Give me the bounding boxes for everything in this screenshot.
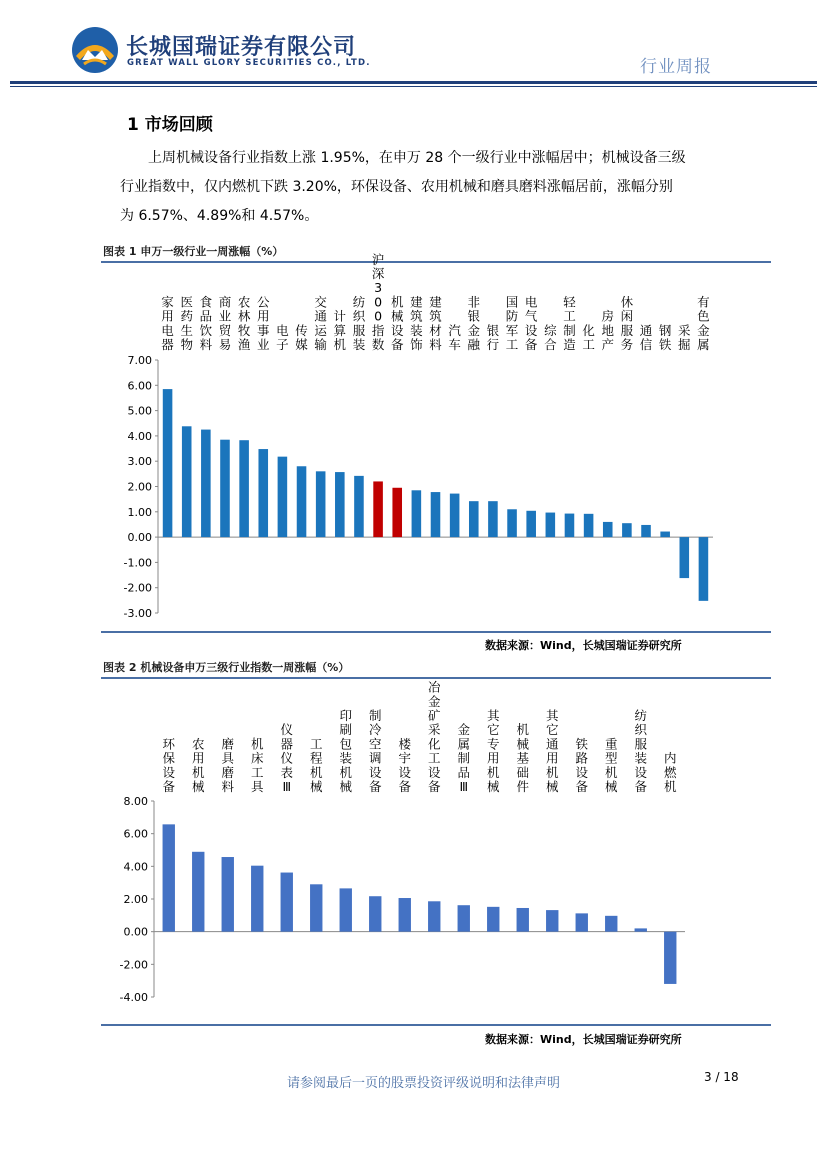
category-label: 冶金矿采化工设备 <box>427 679 441 794</box>
category-label: 电气设备 <box>524 294 538 352</box>
bar <box>258 449 268 537</box>
bar <box>222 857 234 932</box>
chart2-caption: 图表 2 机械设备申万三级行业指数一周涨幅（%） <box>103 661 350 674</box>
header-rule <box>10 81 817 84</box>
category-label: 汽车 <box>448 322 461 352</box>
y-tick-label: 4.00 <box>123 860 148 874</box>
page-number: 3 / 18 <box>704 1070 739 1084</box>
category-label: 磨具磨料 <box>221 736 235 794</box>
y-tick-label: 8.00 <box>123 795 148 808</box>
footer-disclaimer: 请参阅最后一页的股票投资评级说明和法律声明 <box>287 1076 561 1091</box>
bar <box>664 932 676 984</box>
y-tick-label: 3.00 <box>127 455 152 469</box>
category-label: 纺织服装设备 <box>634 708 648 794</box>
paragraph-line: 上周机械设备行业指数上涨 1.95%，在申万 28 个一级行业中涨幅居中；机械设备三级 <box>120 150 686 166</box>
y-tick-label: -2.00 <box>123 581 152 595</box>
category-label: 公用事业 <box>257 294 270 352</box>
y-tick-label: 4.00 <box>127 429 152 443</box>
y-tick-label: 6.00 <box>123 827 148 841</box>
bar <box>469 501 479 537</box>
y-tick-label: 1.00 <box>127 505 152 519</box>
bar <box>373 481 383 537</box>
bar <box>699 537 709 601</box>
category-label: 内燃机 <box>663 750 677 794</box>
y-tick-label: 2.00 <box>127 480 152 494</box>
bar <box>635 928 647 931</box>
bar <box>163 389 173 537</box>
bar <box>369 896 381 931</box>
category-label: 工程机械 <box>309 736 323 794</box>
bar <box>660 532 670 538</box>
category-label: 沪深 3 0 0 指数 <box>371 251 385 352</box>
chart2-bar-chart <box>101 681 771 1021</box>
category-label: 楼宇设备 <box>398 736 412 794</box>
y-tick-label: 7.00 <box>127 354 152 367</box>
bar <box>297 466 307 537</box>
bar <box>517 908 529 932</box>
bar <box>251 866 263 932</box>
y-tick-label: -4.00 <box>119 991 148 1004</box>
category-label: 仪器仪表 Ⅲ <box>280 722 294 794</box>
bar <box>622 523 632 537</box>
bar <box>163 824 175 931</box>
bar <box>576 913 588 931</box>
category-label: 银行 <box>486 322 500 352</box>
y-tick-label: -1.00 <box>123 556 152 570</box>
category-label: 国防军工 <box>505 294 519 352</box>
category-label: 商业贸易 <box>218 294 232 352</box>
category-label: 房地产 <box>601 308 614 352</box>
category-label: 家用电器 <box>161 294 174 352</box>
company-logo-icon <box>70 26 120 74</box>
category-label: 轻工制造 <box>563 294 576 352</box>
bar <box>335 472 345 537</box>
category-label: 综合 <box>544 322 557 352</box>
bar <box>316 471 326 537</box>
category-label: 环保设备 <box>162 736 176 794</box>
bar <box>450 494 460 538</box>
bar <box>641 525 651 537</box>
y-tick-label: -2.00 <box>119 958 148 972</box>
category-label: 电子 <box>276 322 289 352</box>
bar <box>192 852 204 932</box>
category-label: 非银金融 <box>467 294 481 352</box>
category-label: 机床工具 <box>250 736 264 794</box>
category-label: 机械设备 <box>390 294 404 352</box>
category-label: 采掘 <box>678 322 691 352</box>
category-label: 金属制品 Ⅲ <box>457 722 471 794</box>
category-label: 化工 <box>582 322 595 352</box>
bar <box>565 514 575 538</box>
category-label: 纺织服装 <box>352 294 366 352</box>
bar <box>680 537 690 578</box>
category-label: 铁路设备 <box>575 736 589 794</box>
market-review-paragraph <box>120 144 760 231</box>
category-label: 其它通用机械 <box>545 708 559 794</box>
paragraph-line: 行业指数中，仅内燃机下跌 3.20%，环保设备、农用机械和磨具磨料涨幅居前，涨幅分别 <box>120 179 673 195</box>
y-tick-label: 6.00 <box>127 379 152 393</box>
bar <box>412 490 422 537</box>
category-label: 农林牧渔 <box>237 294 251 352</box>
chart1-caption: 图表 1 申万一级行业一周涨幅（%） <box>103 245 284 258</box>
bar <box>399 898 411 932</box>
bar <box>428 901 440 931</box>
bar <box>487 907 499 932</box>
category-label: 通信 <box>639 322 653 352</box>
y-tick-label: 5.00 <box>127 404 152 418</box>
bar <box>310 884 322 931</box>
bar <box>526 511 536 537</box>
bar <box>431 492 441 537</box>
category-label: 农用机械 <box>191 736 205 794</box>
section-title: 1 市场回顾 <box>127 115 213 135</box>
bar <box>605 916 617 932</box>
chart1-top-rule <box>101 261 771 263</box>
company-name-cn: 长城国瑞证券有限公司 <box>126 35 357 60</box>
bar <box>392 488 402 537</box>
document-type: 行业周报 <box>640 57 712 77</box>
chart1-bottom-rule <box>101 631 771 633</box>
header-rule-thin <box>10 86 817 87</box>
chart1-source: 数据来源：Wind，长城国瑞证券研究所 <box>485 639 682 652</box>
category-label: 建筑装饰 <box>410 294 423 352</box>
bar <box>239 440 249 537</box>
category-label: 重型机械 <box>604 736 618 794</box>
bar <box>340 888 352 931</box>
category-label: 机械基础件 <box>516 722 530 794</box>
bar <box>584 514 594 537</box>
y-tick-label: 0.00 <box>127 531 152 545</box>
paragraph-line: 为 6.57%、4.89%和 4.57%。 <box>120 208 319 224</box>
category-label: 其它专用机械 <box>486 708 500 794</box>
bar <box>603 522 613 537</box>
category-label: 计算机 <box>333 308 347 352</box>
company-name-en: GREAT WALL GLORY SECURITIES CO., LTD. <box>127 58 371 68</box>
bar <box>278 457 288 537</box>
bar <box>546 513 556 538</box>
category-label: 交通运输 <box>314 294 327 352</box>
category-label: 印刷包装机械 <box>339 708 353 794</box>
bar <box>546 910 558 932</box>
category-label: 医药生物 <box>180 294 193 352</box>
category-label: 建筑材料 <box>429 294 442 352</box>
y-tick-label: 2.00 <box>123 893 148 906</box>
bar <box>507 509 517 537</box>
bar <box>354 476 364 537</box>
bar <box>488 501 498 537</box>
category-label: 钢铁 <box>658 322 672 352</box>
category-label: 制冷空调设备 <box>368 708 382 794</box>
chart2-bottom-rule <box>101 1024 771 1026</box>
bar <box>201 430 211 538</box>
y-tick-label: -3.00 <box>123 607 152 620</box>
chart2-source: 数据来源：Wind，长城国瑞证券研究所 <box>485 1033 682 1046</box>
category-label: 传媒 <box>295 322 308 352</box>
category-label: 休闲服务 <box>620 294 634 352</box>
bar <box>458 905 470 931</box>
y-tick-label: 0.00 <box>123 925 148 939</box>
category-label: 食品饮料 <box>199 294 213 352</box>
bar <box>281 873 293 932</box>
bar <box>182 426 192 537</box>
bar <box>220 440 230 537</box>
category-label: 有色金属 <box>697 294 710 352</box>
